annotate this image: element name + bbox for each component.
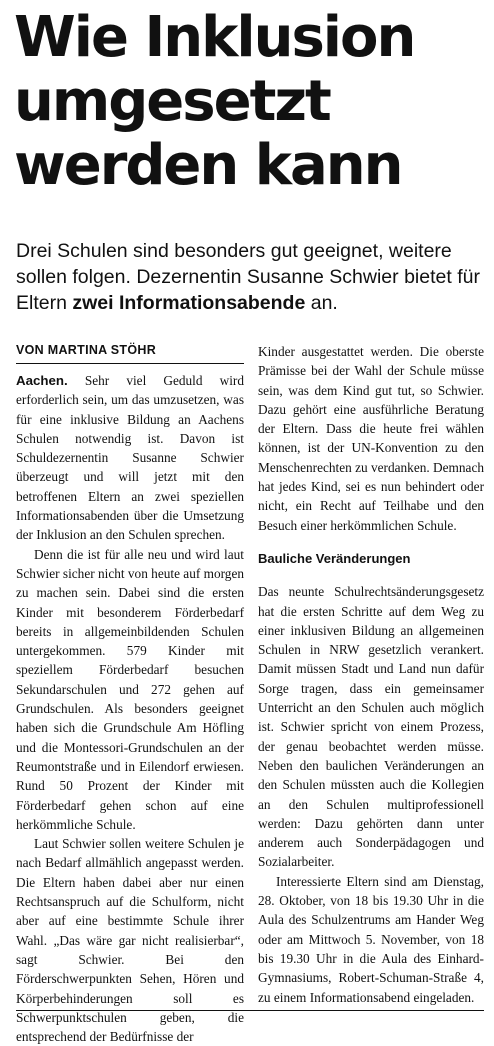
dateline: Aachen.: [16, 373, 68, 388]
headline-line-1: Wie Inklusion: [14, 5, 415, 70]
subheading: Bauliche Veränderungen: [258, 550, 411, 566]
headline-line-2: umgesetzt: [14, 69, 330, 134]
headline: [14, 6, 484, 198]
body-paragraph: [16, 371, 244, 545]
body-paragraph: Laut Schwier sollen weitere Schulen je nach Bedarf allmählich angepasst werden. Die Eltern haben dabei aber nur einen Rechtsanspruch auf die Schulform, nicht aber auf eine bestimmte Schule ihrer Wahl. „Das wäre gar nicht realisierbar“, sagt Schwier. Bei den Förderschwerpunkten Sehen, Hören und Körperbehinderungen soll es Schwerpunktschulen geben, die entsprechend der Bedürfnisse der: [16, 836, 244, 1045]
bottom-rule: [16, 1010, 484, 1011]
lead-text-end: an.: [305, 292, 338, 314]
byline: VON MARTINA STÖHR: [16, 343, 244, 364]
body-paragraph: Denn die ist für alle neu und wird laut Schwier sicher nicht von heute auf morgen zu machen sein. Dabei sind die ersten Kinder mit besonderem Förderbedarf bereits in allgemeinbildenden Schulen untergekommen. 579 Kinder mit speziellem Förderbedarf besuchen Sekundarschulen und 272 gehen auf Grundschulen. Als besonders geeignet haben sich die Grundschule Am Höfling und die Montessori-Grundschulen an der Reumontstraße und in Eilendorf erwiesen. Rund 50 Prozent der Kinder mit Förderbedarf gehen schon auf eine herkömmliche Schule.: [16, 546, 244, 832]
article-column-left: [16, 371, 244, 1046]
article-column-right: [258, 342, 484, 1007]
lead-text: Drei Schulen sind besonders gut geeignet, weitere sollen folgen. Dezernentin Susanne Schwier bietet für Eltern: [16, 240, 480, 314]
body-text: Sehr viel Geduld wird erforderlich sein, um das umzusetzen, was für eine inklusive Bildung an Aachens Schulen notwendig ist. Davon ist Schuldezernentin Susanne Schwier überzeugt und will jetzt mit den betroffenen Eltern an zwei speziellen Informationsabenden über die Umsetzung der Inklusion an den Schulen sprechen.: [16, 373, 244, 543]
lead-paragraph: [16, 238, 484, 316]
headline-line-3: werden kann: [14, 133, 402, 198]
body-paragraph: Interessierte Eltern sind am Dienstag, 28. Oktober, von 18 bis 19.30 Uhr in die Aula des Schulzentrums am Hander Weg oder am Mittwoch 5. November, von 18 bis 19.30 Uhr in die Aula des Einhard-Gymnasiums, Robert-Schuman-Straße 4, zu einem Informationsabend eingeladen.: [258, 873, 484, 1005]
body-paragraph: Kinder ausgestattet werden. Die oberste Prämisse bei der Wahl der Schule müsse sein, was dem Kind gut tut, so Schwier. Dazu gehört eine ausführliche Beratung der Eltern. Dass die heute frei wählen können, ist der UN-Konvention zu den Menschenrechten zu verdanken. Demnach hat jedes Kind, sei es nun behindert oder nicht, ein Recht auf Teilhabe und den Besuch einer herkömmlichen Schule.: [258, 344, 484, 533]
body-paragraph: Das neunte Schulrechtsänderungsgesetz hat die ersten Schritte auf dem Weg zu einer inklusiven Bildung an allgemeinen Schulen in NRW gesetzlich verankert. Damit müssen Stadt und Land nun dafür Sorge tragen, dass ein gemeinsamer Unterricht an den Schulen auch möglich ist. Schwier spricht von einem Prozess, der genau beobachtet werden müsse. Neben den baulichen Veränderungen an den Schulen müssten auch die Kollegien an den Schulen multiprofessionell werden: Dazu gehörten dann unter anderem auch Sonderpädagogen und Sozialarbeiter.: [258, 584, 484, 870]
lead-emphasis: zwei Informationsabende: [72, 292, 306, 314]
